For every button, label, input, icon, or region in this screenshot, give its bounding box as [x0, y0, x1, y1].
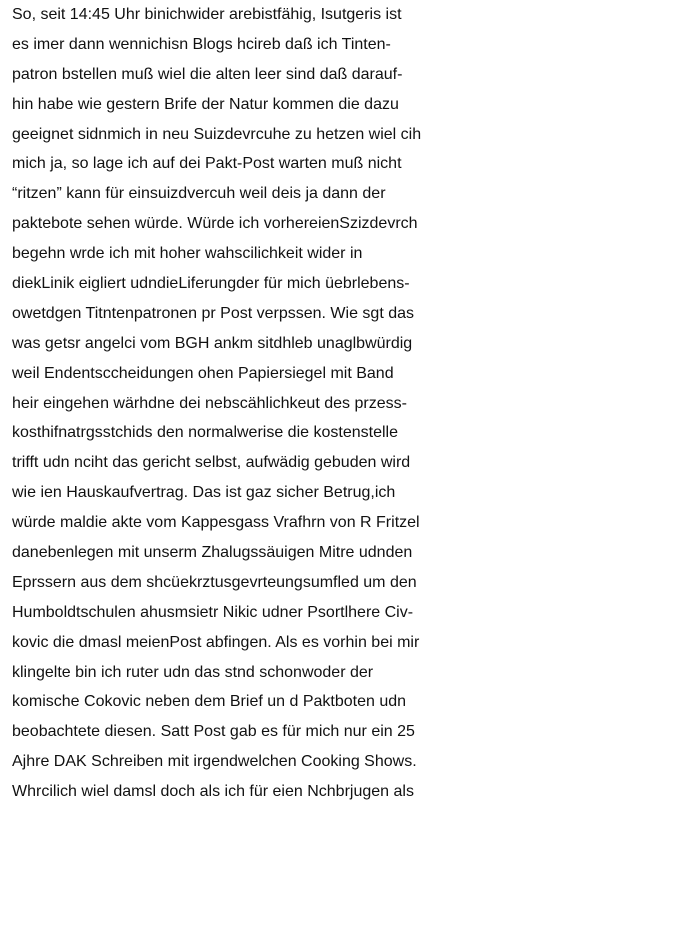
text-line: klingelte bin ich ruter udn das stnd schonwoder der [12, 663, 374, 681]
text-line: Humboldtschulen ahusmsietr Nikic udner Psortlhere Civ- [12, 603, 414, 621]
text-line: diekLinik eigliert udndieLiferungder für mich üebrlebens- [12, 275, 410, 293]
text-line: beobachtete diesen. Satt Post gab es für mich nur ein 25 [12, 723, 415, 741]
text-line: trifft udn nciht das gericht selbst, aufwädig gebuden wird [12, 454, 411, 472]
text-line: komische Cokovic neben dem Brief un d Paktboten udn [12, 693, 407, 711]
text-line: es imer dann wennichisn Blogs hcireb daß ich Tinten- [12, 35, 391, 53]
text-line: kovic die dmasl meienPost abfingen. Als es vorhin bei mir [12, 633, 420, 651]
text-line: patron bstellen muß wiel die alten leer sind daß darauf- [12, 65, 403, 83]
text-line: danebenlegen mit unserm Zhalugssäuigen Mitre udnden [12, 544, 413, 562]
text-line: begehn wrde ich mit hoher wahscilichkeit wider in [12, 245, 363, 263]
text-line: paktebote sehen würde. Würde ich vorhereienSzizdevrch [12, 215, 418, 233]
text-line: mich ja, so lage ich auf dei Pakt-Post warten muß nicht [12, 155, 402, 173]
text-line: kosthifnatrgsstchids den normalwerise die kostenstelle [12, 424, 398, 442]
text-line: was getsr angelci vom BGH ankm sitdhleb unaglbwürdig [12, 334, 413, 352]
text-line: “ritzen” kann für einsuizdvercuh weil deis ja dann der [12, 185, 386, 203]
text-line: Whrcilich wiel damsl doch als ich für eien Nchbrjugen als [12, 783, 414, 801]
text-line: hin habe wie gestern Brife der Natur kommen die dazu [12, 95, 399, 113]
text-line: weil Endentsccheidungen ohen Papiersiegel mit Band [12, 364, 394, 382]
text-line: heir eingehen wärhdne dei nebscählichkeut des przess- [12, 394, 407, 412]
body-text [12, 0, 684, 807]
text-line: Ajhre DAK Schreiben mit irgendwelchen Cooking Shows. [12, 753, 417, 771]
text-line: geeignet sidnmich in neu Suizdevrcuhe zu hetzen wiel cih [12, 125, 422, 143]
text-line: wie ien Hauskaufvertrag. Das ist gaz sicher Betrug,ich [12, 484, 396, 502]
text-line: owetdgen Titntenpatronen pr Post verpssen. Wie sgt das [12, 304, 415, 322]
text-line: würde maldie akte vom Kappesgass Vrafhrn von R Fritzel [12, 514, 420, 532]
text-line: Eprssern aus dem shcüekrztusgevrteungsumfled um den [12, 573, 417, 591]
text-line: So, seit 14:45 Uhr binichwider arebistfähig, Isutgeris ist [12, 6, 402, 23]
